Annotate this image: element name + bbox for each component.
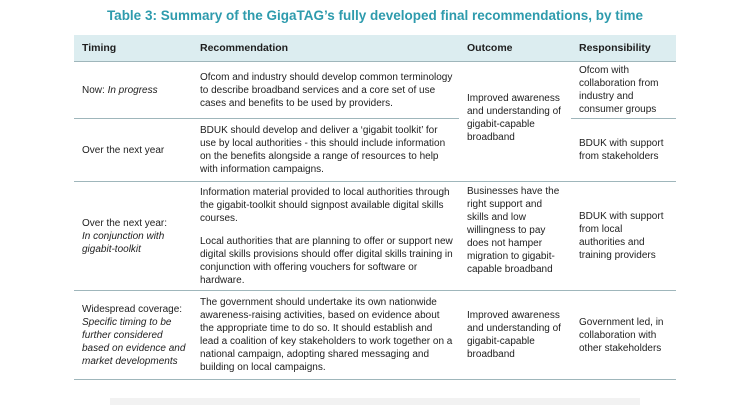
responsibility-cell: Government led, in collaboration with other stakeholders bbox=[579, 316, 664, 354]
timing-cell bbox=[74, 62, 192, 119]
responsibility-cell: BDUK with support from stakeholders bbox=[579, 138, 664, 162]
table-row bbox=[74, 291, 676, 380]
timing-text: Widespread coverage: bbox=[82, 303, 183, 315]
recommendation-cell bbox=[192, 182, 459, 291]
table-row bbox=[74, 182, 676, 291]
timing-italic-text: Specific timing to be further considered based on evidence and market developments bbox=[82, 316, 186, 367]
recommendation-paragraph: Local authorities that are planning to offer or support new digital skills provisions should offer digital skills training in conjunction with offering vouchers for software or hardware. bbox=[200, 235, 453, 286]
outcome-cell: Improved awareness and understanding of gigabit-capable broadband bbox=[467, 310, 561, 360]
table-title: Table 3: Summary of the GigaTAG’s fully developed final recommendations, by time bbox=[106, 8, 644, 23]
timing-cell bbox=[74, 182, 192, 291]
timing-text: Over the next year: bbox=[82, 217, 168, 229]
recommendation-cell: The government should undertake its own nationwide awareness-raising activities, based on evidence about the appropriate time to do so. It should establish and lead a coalition of key stakeholders to work together on a national campaign, adopting shared messaging and building on local campaigns. bbox=[200, 297, 453, 373]
header-responsibility: Responsibility bbox=[571, 35, 676, 62]
recommendations-table bbox=[74, 35, 676, 380]
timing-text: Now: bbox=[82, 84, 108, 96]
responsibility-cell: BDUK with support from local authorities and training providers bbox=[579, 211, 664, 261]
recommendation-paragraph: Information material provided to local authorities through the gigabit-toolkit should signpost available digital skills courses. bbox=[200, 186, 450, 224]
page-bottom-shadow bbox=[110, 398, 640, 405]
responsibility-cell: Ofcom with collaboration from industry and consumer groups bbox=[579, 65, 659, 115]
timing-italic-text: In conjunction with gigabit-toolkit bbox=[82, 230, 165, 255]
recommendation-cell: Ofcom and industry should develop common terminology to describe broadband services and a core set of use cases and benefits to be used by providers. bbox=[200, 71, 453, 109]
recommendation-cell: BDUK should develop and deliver a ‘gigabit toolkit’ for use by local authorities - this should include information on the benefits alongside a range of resources to help with information campaigns. bbox=[200, 125, 446, 175]
outcome-cell: Improved awareness and understanding of gigabit-capable broadband bbox=[459, 62, 571, 182]
outcome-cell: Businesses have the right support and skills and low willingness to pay does not hamper migration to gigabit-capable broadband bbox=[467, 186, 560, 275]
table-header-row bbox=[74, 35, 676, 62]
header-recommendation: Recommendation bbox=[192, 35, 459, 62]
timing-cell: Over the next year bbox=[82, 144, 165, 156]
header-outcome: Outcome bbox=[459, 35, 571, 62]
timing-cell bbox=[74, 291, 192, 380]
table-row bbox=[74, 119, 676, 182]
table-row bbox=[74, 62, 676, 119]
timing-italic-text: In progress bbox=[107, 84, 158, 96]
header-timing: Timing bbox=[74, 35, 192, 62]
